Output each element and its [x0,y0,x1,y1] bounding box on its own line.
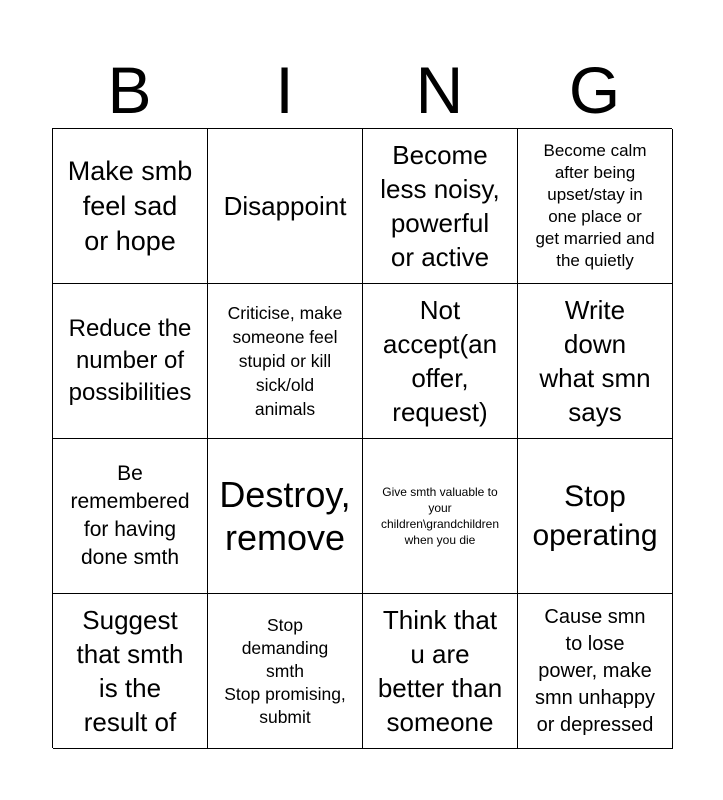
title-letter-b: B [107,53,152,127]
title-letter-n: N [415,53,464,127]
cell-text: Stop operating [532,480,658,552]
cell-text: Destroy, remove [219,474,351,558]
title-letter-g: G [568,53,621,127]
bingo-board [52,128,672,748]
bingo-cell[interactable] [518,439,673,594]
cell-text: Reduce the number of possibilities [68,315,192,406]
bingo-cell[interactable] [208,129,363,284]
bingo-cell[interactable] [208,439,363,594]
bingo-cell[interactable] [518,594,673,749]
cell-text: Make smb feel sad or hope [67,155,193,256]
cell-text: Cause smn to lose power, make smn unhappy or depressed [534,605,656,736]
bingo-cell[interactable] [363,284,518,439]
cell-text: Become calm after being upset/stay in one place or get married and the quietly [535,141,655,270]
bingo-cell[interactable] [208,284,363,439]
bingo-cell[interactable] [363,439,518,594]
bingo-cell[interactable] [363,594,518,749]
cell-text: Not accept(an offer, request) [382,295,498,427]
cell-text: Give smth valuable to your children\grandchildren when you die [380,485,500,547]
bingo-cell[interactable] [518,129,673,284]
bingo-cell[interactable] [53,439,208,594]
bingo-cell[interactable] [518,284,673,439]
cell-text: Write down what smn says [539,295,651,427]
cell-text: Suggest that smth is the result of [76,605,184,737]
cell-text: Think that u are better than someone [377,605,503,737]
cell-text: Be remembered for having done smth [70,462,190,569]
title-letter-i: I [275,53,294,127]
bingo-cell[interactable] [53,129,208,284]
bingo-cell[interactable] [53,594,208,749]
bingo-title [52,52,672,128]
bingo-cell[interactable] [208,594,363,749]
cell-text: Stop demanding smth Stop promising, submit [224,614,346,727]
cell-text: Criticise, make someone feel stupid or kill sick/old animals [227,303,343,419]
cell-text: Become less noisy, powerful or active [380,140,500,272]
bingo-cell[interactable] [53,284,208,439]
cell-text: Disappoint [223,191,347,221]
bingo-cell[interactable] [363,129,518,284]
